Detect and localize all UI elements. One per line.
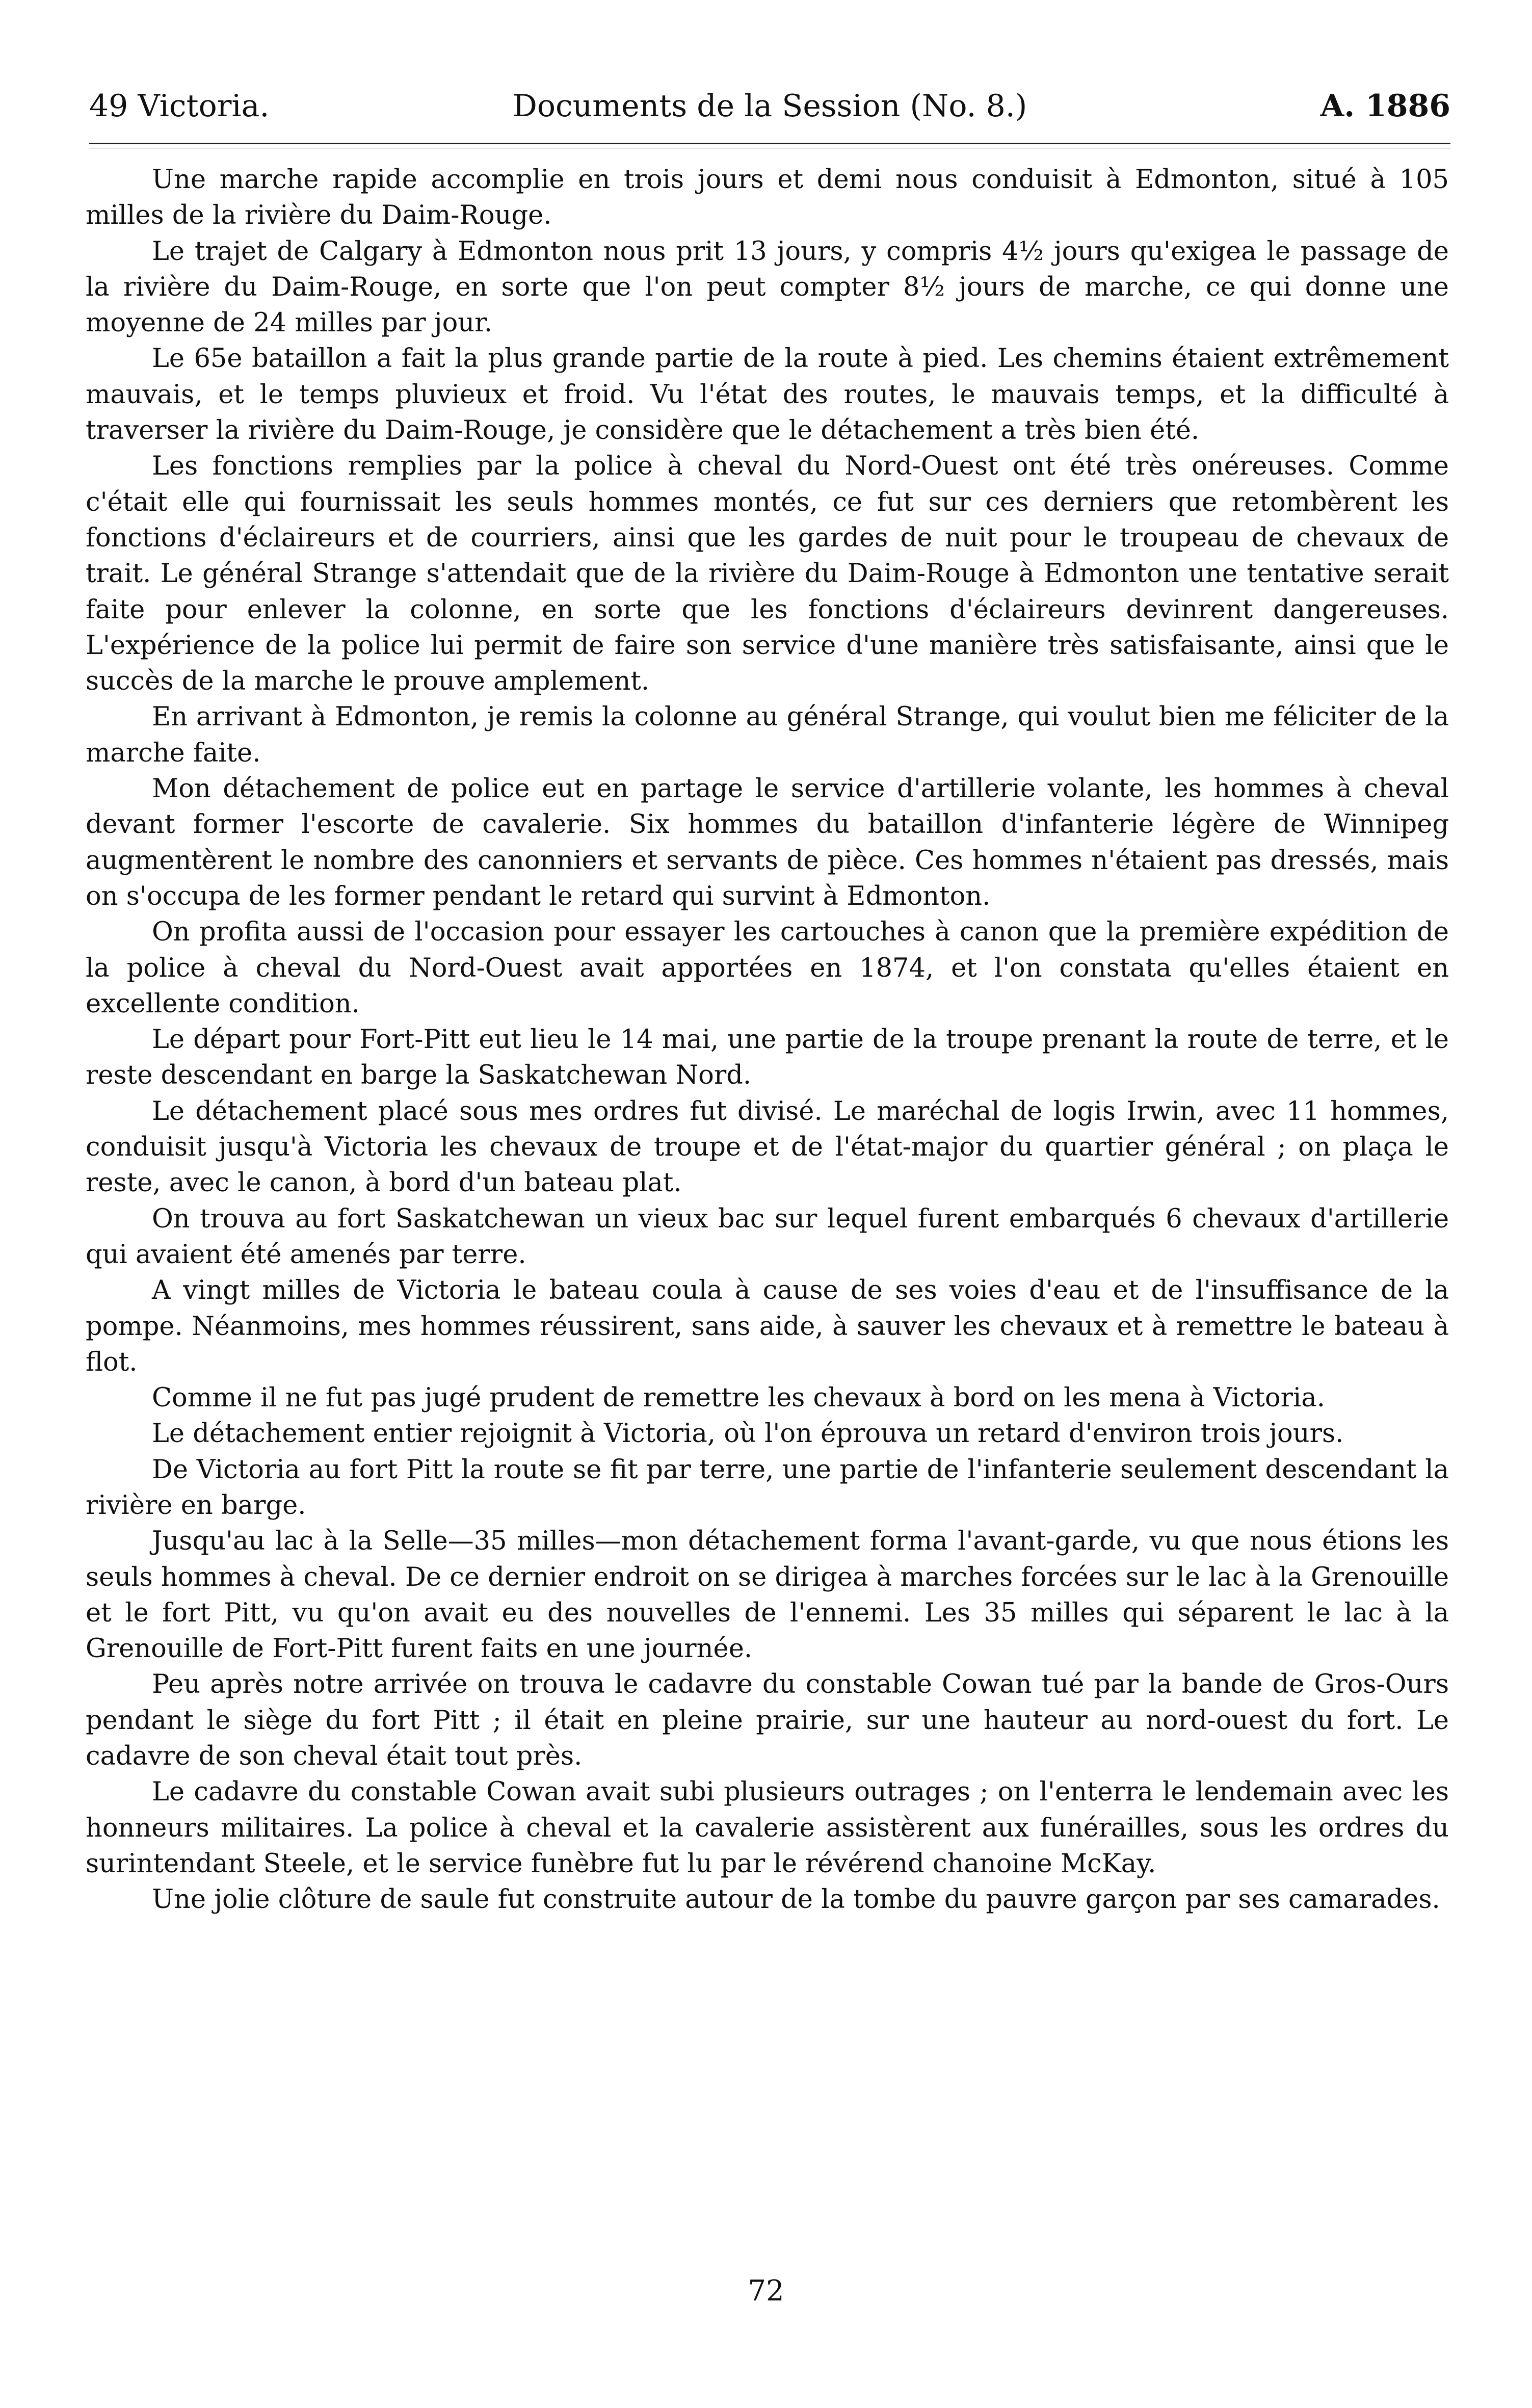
paragraph: Une jolie clôture de saule fut construite autour de la tombe du pauvre garçon par ses camarades. bbox=[152, 1884, 1440, 1915]
paragraph: On profita aussi de l'occasion pour essayer les cartouches à canon que la première expédition de la police à cheval du Nord-Ouest avait apportées en 1874, et l'on constata qu'elles étaient en excellente condition. bbox=[86, 917, 1449, 1019]
paragraph: On trouva au fort Saskatchewan un vieux bac sur lequel furent embarqués 6 chevaux d'artillerie qui avaient été amenés par terre. bbox=[86, 1203, 1449, 1270]
paragraph: Le cadavre du constable Cowan avait subi plusieurs outrages ; on l'enterra le lendemain avec les honneurs militaires. La police à cheval et la cavalerie assistèrent aux funérailles, sous les ordres du surintendant Steele, et le service funèbre fut lu par le révérend chanoine McKay. bbox=[86, 1777, 1449, 1879]
header-rule bbox=[89, 143, 1450, 144]
running-header bbox=[89, 86, 1450, 126]
paragraph: Le détachement entier rejoignit à Victoria, où l'on éprouva un retard d'environ trois jours. bbox=[152, 1419, 1344, 1449]
paragraph: Le 65e bataillon a fait la plus grande partie de la route à pied. Les chemins étaient extrêmement mauvais, et le temps pluvieux et froid. Vu l'état des routes, le mauvais temps, et la difficulté à traverser la rivière du Daim-Rouge, je considère que le détachement a très bien été. bbox=[86, 344, 1449, 446]
paragraph: Comme il ne fut pas jugé prudent de remettre les chevaux à bord on les mena à Victoria. bbox=[152, 1383, 1325, 1414]
header-session: 49 Victoria. bbox=[89, 88, 270, 124]
header-title: Documents de la Session (No. 8.) bbox=[512, 88, 1027, 124]
paragraph: Une marche rapide accomplie en trois jours et demi nous conduisit à Edmonton, situé à 105 milles de la rivière du Daim-Rouge. bbox=[86, 165, 1449, 231]
paragraph: Le détachement placé sous mes ordres fut divisé. Le maréchal de logis Irwin, avec 11 hommes, conduisit jusqu'à Victoria les chevaux de troupe et de l'état-major du quartier général ; on plaça le reste, avec le canon, à bord d'un bateau plat. bbox=[86, 1096, 1449, 1198]
header-year: A. 1886 bbox=[1320, 88, 1450, 124]
body-text bbox=[86, 162, 1449, 1918]
paragraph: A vingt milles de Victoria le bateau coula à cause de ses voies d'eau et de l'insuffisance de la pompe. Néanmoins, mes hommes réussirent, sans aide, à sauver les chevaux et à remettre le bateau à flot. bbox=[86, 1275, 1449, 1377]
page-number: 72 bbox=[748, 2274, 784, 2308]
paragraph: Jusqu'au lac à la Selle—35 milles—mon détachement forma l'avant-garde, vu que nous étions les seuls hommes à cheval. De ce dernier endroit on se dirigea à marches forcées sur le lac à la Grenouille et le fort Pitt, vu qu'on avait eu des nouvelles de l'ennemi. Les 35 milles qui séparent le lac à la Grenouille de Fort-Pitt furent faits en une journée. bbox=[86, 1526, 1449, 1664]
paragraph: Les fonctions remplies par la police à cheval du Nord-Ouest ont été très onéreuses. Comme c'était elle qui fournissait les seuls hommes montés, ce fut sur ces derniers que retombèrent les fonctions d'éclaireurs et de courriers, ainsi que les gardes de nuit pour le troupeau de chevaux de trait. Le général Strange s'attendait que de la rivière du Daim-Rouge à Edmonton une tentative serait faite pour enlever la colonne, en sorte que les fonctions d'éclaireurs devinrent dangereuses. L'expérience de la police lui permit de faire son service d'une manière très satisfaisante, ainsi que le succès de la marche le prouve amplement. bbox=[86, 451, 1449, 697]
paragraph: Mon détachement de police eut en partage le service d'artillerie volante, les hommes à cheval devant former l'escorte de cavalerie. Six hommes du bataillon d'infanterie légère de Winnipeg augmentèrent le nombre des canonniers et servants de pièce. Ces hommes n'étaient pas dressés, mais on s'occupa de les former pendant le retard qui survint à Edmonton. bbox=[86, 774, 1449, 911]
paragraph: De Victoria au fort Pitt la route se fit par terre, une partie de l'infanterie seulement descendant la rivière en barge. bbox=[86, 1454, 1449, 1521]
paragraph: Peu après notre arrivée on trouva le cadavre du constable Cowan tué par la bande de Gros-Ours pendant le siège du fort Pitt ; il était en pleine prairie, sur une hauteur au nord-ouest du fort. Le cadavre de son cheval était tout près. bbox=[86, 1669, 1449, 1772]
paragraph: Le départ pour Fort-Pitt eut lieu le 14 mai, une partie de la troupe prenant la route de terre, et le reste descendant en barge la Saskatchewan Nord. bbox=[86, 1025, 1449, 1091]
paragraph: En arrivant à Edmonton, je remis la colonne au général Strange, qui voulut bien me féliciter de la marche faite. bbox=[86, 702, 1449, 768]
paragraph: Le trajet de Calgary à Edmonton nous prit 13 jours, y compris 4½ jours qu'exigea le passage de la rivière du Daim-Rouge, en sorte que l'on peut compter 8½ jours de marche, ce qui donne une moyenne de 24 milles par jour. bbox=[86, 236, 1449, 338]
